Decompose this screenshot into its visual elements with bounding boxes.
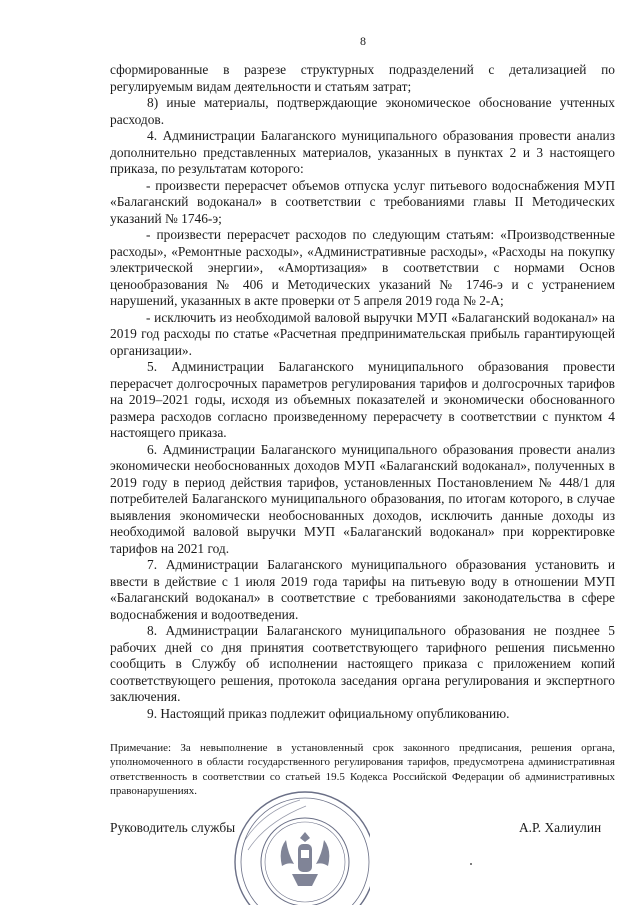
signatory-position: Руководитель службы <box>110 820 236 835</box>
paragraph-item-8b: 8. Администрации Балаганского муниципального образования не позднее 5 рабочих дней со дня принятия соответствующего тарифного решения письменно сообщить в Службу об исполнении настоящего приказа с приложением копий соответствующего решения, протокола заседания органа регулирования и экспертного заключения. <box>110 623 615 704</box>
paragraph-item-8: 8) иные материалы, подтверждающие экономическое обоснование учтенных расходов. <box>110 95 615 127</box>
list-item: - исключить из необходимой валовой выручки МУП «Балаганский водоканал» на 2019 год расходы по статье «Расчетная предпринимательская прибыль гарантирующей организации». <box>110 309 615 358</box>
signatory-name: А.Р. Халиулин <box>519 820 602 835</box>
paragraph-item-6: 6. Администрации Балаганского муниципального образования провести анализ экономически необоснованных доходов МУП «Балаганский водоканал», полученных в 2019 году в период действия тарифов, установленных Постановлением № 448/1 для потребителей Балаганского муниципального образования, по итогам которого, в случае выявления экономически необоснованных доходов, исключить данные доходы из необходимой валовой выручки МУП «Балаганский водоканал» при корректировке тарифов на 2021 год. <box>110 441 615 556</box>
eagle-emblem-icon <box>281 832 330 886</box>
footnote-note: Примечание: За невыполнение в установленный срок законного предписания, решения органа, уполномоченного в области государственного регулирования тарифов, предусмотрена административная ответственность в соответствии со статьей 19.5 Кодекса Российской Федерации об административных правонарушениях. <box>110 742 615 797</box>
paragraph-item-5: 5. Администрации Балаганского муниципального образования провести перерасчет долгосрочных параметров регулирования тарифов и долгосрочных тарифов на 2019–2021 годы, исходя из объемных показателей и экономически обоснованного размера расходов согласно произведенному перерасчету в соответствии с пунктом 4 настоящего приказа. <box>110 359 615 440</box>
document-body <box>110 62 615 722</box>
paragraph-continuation: сформированные в разрезе структурных подразделений с детализацией по регулируемым видам деятельности и статьям затрат; <box>110 62 615 94</box>
list-item: - произвести перерасчет объемов отпуска услуг питьевого водоснабжения МУП «Балаганский водоканал» в соответствии с требованиями главы II Методических указаний № 1746-э; <box>110 177 615 226</box>
official-seal <box>200 770 370 905</box>
paragraph-item-7: 7. Администрации Балаганского муниципального образования установить и ввести в действие с 1 июля 2019 года тарифы на питьевую воду в отношении МУП «Балаганский водоканал» в соответствие с требованиями законодательства в сфере водоснабжения и водоотведения. <box>110 557 615 622</box>
paragraph-item-9: 9. Настоящий приказ подлежит официальному опубликованию. <box>147 705 510 721</box>
scan-speck <box>470 863 472 865</box>
list-item: - произвести перерасчет расходов по следующим статьям: «Производственные расходы», «Ремонтные расходы», «Административные расходы», «Расходы на покупку электрической энергии», «Амортизация» в соответствии с нормами Основ ценообразования № 406 и Методических указаний № 1746-э и с устранением нарушений, указанных в акте проверки от 5 апреля 2019 года № 2-А; <box>110 227 615 308</box>
page-number: 8 <box>360 34 366 48</box>
paragraph-item-4: 4. Администрации Балаганского муниципального образования провести анализ дополнительно представленных материалов, указанных в пунктах 2 и 3 настоящего приказа, по результатам которого: <box>110 128 615 176</box>
